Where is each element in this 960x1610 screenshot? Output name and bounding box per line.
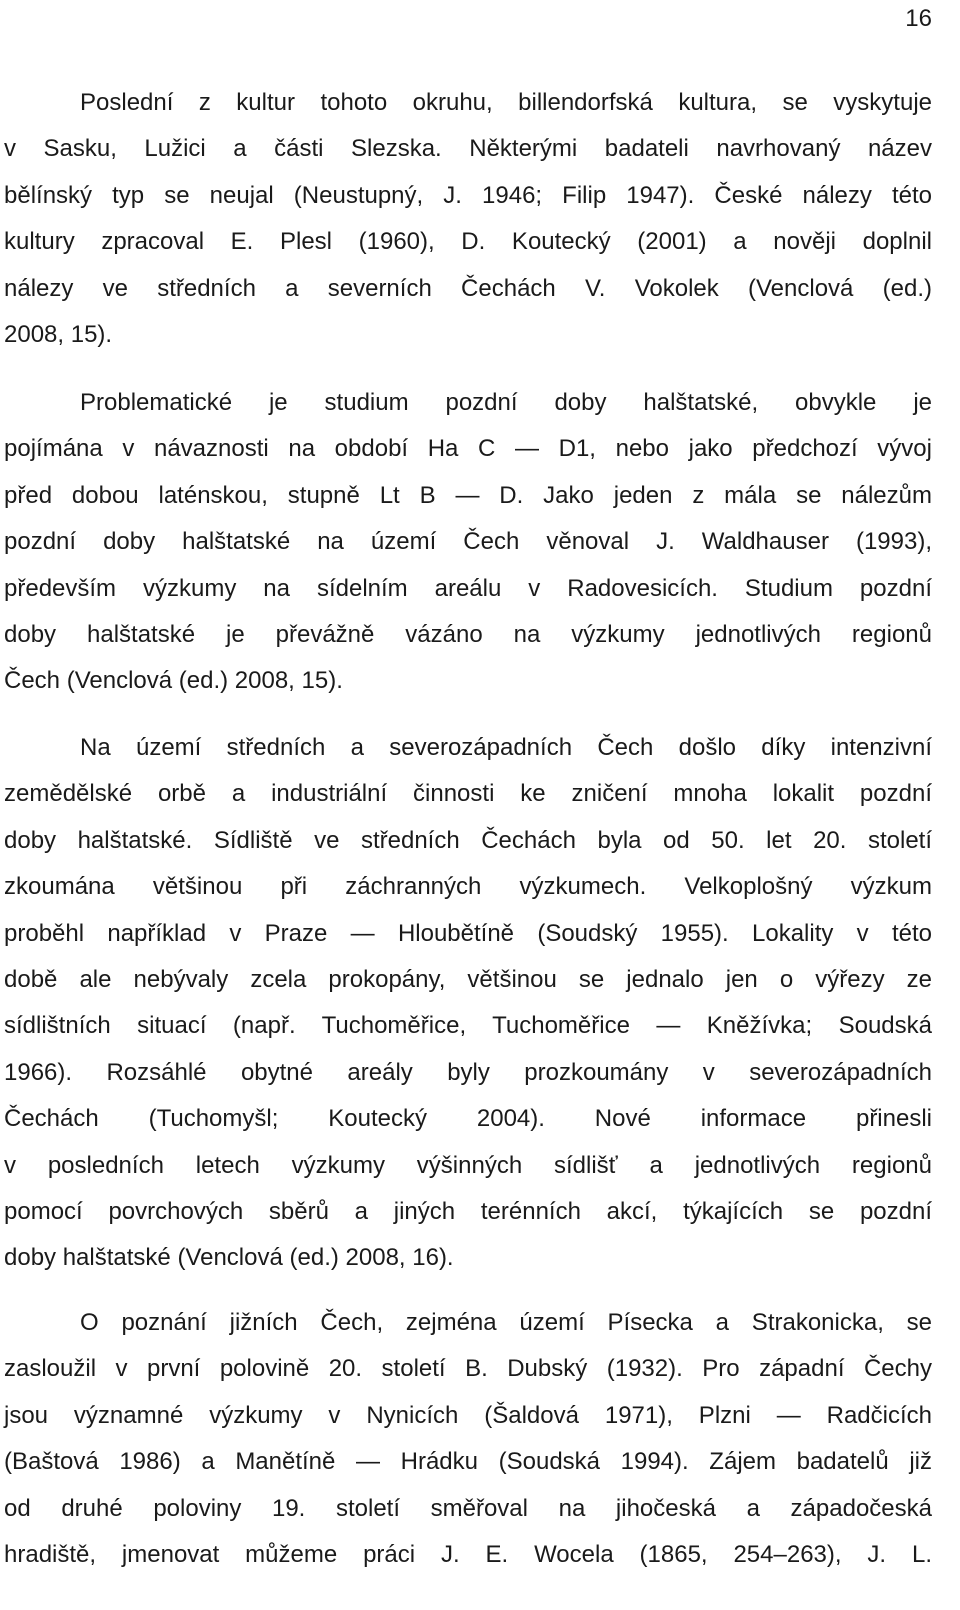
text-line: hradiště, jmenovat můžeme práci J. E. Wocela (1865, 254–263), J. L. (4, 1540, 932, 1568)
text-line: zasloužil v první polovině 20. století B. Dubský (1932). Pro západní Čechy (4, 1355, 932, 1383)
paragraph-3 (4, 725, 932, 1282)
text-line: 2008, 15). (4, 320, 113, 348)
text-line: v posledních letech výzkumy výšinných sídlišť a jednotlivých regionů (4, 1151, 932, 1179)
text-line: 1966). Rozsáhlé obytné areály byly prozkoumány v severozápadních (4, 1058, 932, 1086)
text-line: zemědělské orbě a industriální činnosti ke zničení mnoha lokalit pozdní (4, 780, 932, 808)
text-line: od druhé poloviny 19. století směřoval na jihočeská a západočeská (4, 1494, 932, 1522)
text-line: kultury zpracoval E. Plesl (1960), D. Koutecký (2001) a nověji doplnil (4, 228, 932, 256)
paragraph-4 (4, 1300, 932, 1578)
paragraph-2 (4, 380, 932, 705)
page-number: 16 (905, 5, 932, 32)
text-line: sídlištních situací (např. Tuchoměřice, Tuchoměřice — Kněžívka; Soudská (4, 1012, 932, 1040)
text-line: především výzkumy na sídelním areálu v Radovesicích. Studium pozdní (4, 574, 932, 602)
text-line: proběhl například v Praze — Hloubětíně (Soudský 1955). Lokality v této (4, 919, 932, 947)
text-line: zkoumána většinou při záchranných výzkumech. Velkoplošný výzkum (4, 873, 932, 901)
text-line: (Baštová 1986) a Manětíně — Hrádku (Soudská 1994). Zájem badatelů již (4, 1448, 932, 1476)
text-line: Čechách (Tuchomyšl; Koutecký 2004). Nové informace přinesli (4, 1105, 932, 1133)
text-line: době ale nebývaly zcela prokopány, většinou se jednalo jen o výřezy ze (4, 965, 932, 993)
text-line: před dobou laténskou, stupně Lt B — D. Jako jeden z mála se nálezům (4, 481, 932, 509)
text-line: jsou významné výzkumy v Nynicích (Šaldová 1971), Plzni — Radčicích (4, 1401, 932, 1429)
text-line: Problematické je studium pozdní doby halštatské, obvykle je (80, 389, 932, 416)
text-line: pojímána v návaznosti na období Ha C — D1, nebo jako předchozí vývoj (4, 435, 932, 463)
text-line: Čech (Venclová (ed.) 2008, 15). (4, 667, 343, 695)
text-line: O poznání jižních Čech, zejména území Písecka a Strakonicka, se (80, 1309, 932, 1336)
text-line: bělínský typ se neujal (Neustupný, J. 1946; Filip 1947). České nálezy této (4, 181, 932, 209)
text-line: Na území středních a severozápadních Čech došlo díky intenzivní (80, 734, 932, 761)
text-line: doby halštatské. Sídliště ve středních Čechách byla od 50. let 20. století (4, 826, 932, 854)
text-line: nálezy ve středních a severních Čechách V. Vokolek (Venclová (ed.) (4, 274, 932, 302)
paragraph-1 (4, 80, 932, 358)
text-line: v Sasku, Lužici a části Slezska. Některými badateli navrhovaný název (4, 135, 932, 163)
text-line: Poslední z kultur tohoto okruhu, billendorfská kultura, se vyskytuje (80, 89, 932, 116)
text-line: pozdní doby halštatské na území Čech věnoval J. Waldhauser (1993), (4, 528, 932, 556)
text-line: doby halštatské (Venclová (ed.) 2008, 16). (4, 1244, 454, 1272)
text-line: pomocí povrchových sběrů a jiných terénních akcí, týkajících se pozdní (4, 1197, 932, 1225)
text-line: doby halštatské je převážně vázáno na výzkumy jednotlivých regionů (4, 620, 932, 648)
